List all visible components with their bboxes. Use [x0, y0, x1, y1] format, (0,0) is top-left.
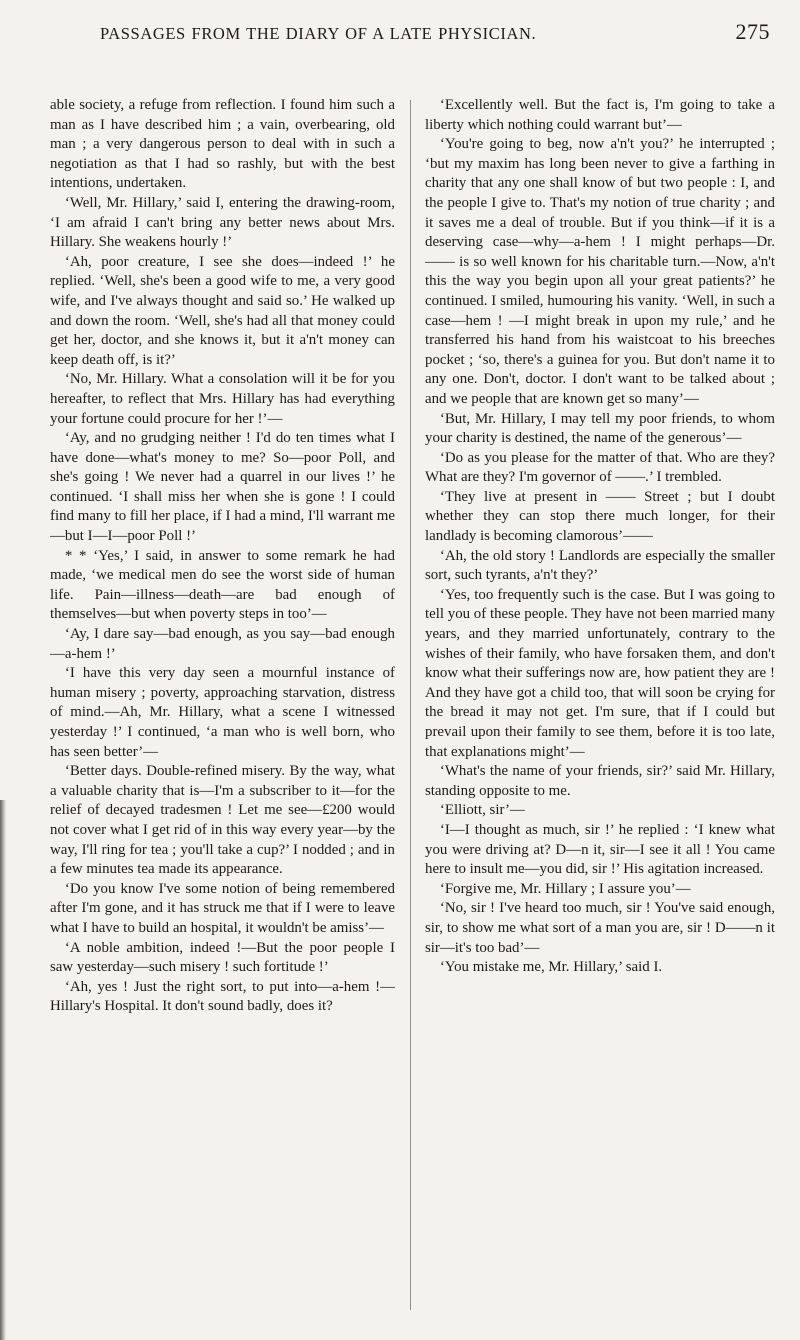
paragraph: ‘Forgive me, Mr. Hillary ; I assure you’—	[439, 880, 691, 897]
page-number: 275	[735, 19, 770, 44]
paragraph: ‘Well, Mr. Hillary,’ said I, entering the drawing-room, ‘I am afraid I can't bring any better news about Mrs. Hillary. She weakens hourly !’	[50, 194, 395, 251]
paragraph: ‘Better days. Double-refined misery. By the way, what a valuable charity that is—I'm a subscriber to it—for the relief of decayed tradesmen ! Let me see—£200 would not cover what I get rid of in this way every year—by the way, I'll ring for tea ; you'll take a cup?’ I nodded ; and in a few minutes tea made its appearance.	[50, 763, 395, 878]
paragraph: ‘I have this very day seen a mournful instance of human misery ; poverty, approaching starvation, distress of mind.—Ah, Mr. Hillary, what a scene I witnessed yesterday !’ I continued, ‘a man who is well born, who has seen better’—	[50, 665, 395, 760]
right-column	[425, 96, 775, 1316]
binding-shadow	[0, 800, 6, 1340]
paragraph: ‘I—I thought as much, sir !’ he replied : ‘I knew what you were driving at? D—n it, sir—I see it all ! You came here to insult me—you did, sir !’ His agitation increased.	[425, 821, 775, 878]
paragraph: ‘What's the name of your friends, sir?’ said Mr. Hillary, standing opposite to me.	[425, 763, 775, 799]
paragraph: ‘Elliott, sir’—	[439, 802, 525, 819]
column-divider	[410, 100, 411, 1310]
paragraph: able society, a refuge from reflection. I found him such a man as I have described him ; a vain, overbearing, old man ; a very dangerous person to deal with in such a negotiation as that I had so rashly, but with the best intentions, undertaken.	[50, 97, 395, 192]
paragraph: ‘No, Mr. Hillary. What a consolation will it be for you hereafter, to reflect that Mrs. Hillary has had everything your fortune could procure for her !’—	[50, 371, 395, 427]
paragraph: ‘Ay, and no grudging neither ! I'd do ten times what I have done—what's money to me? So—poor Poll, and she's going ! We never had a quarrel in our lives !’ he continued. ‘I shall miss her when she is gone ! I could find many to fill her place, if I had a mind, I'll warrant me—but I—I—poor Poll !’	[50, 430, 395, 545]
paragraph: * * ‘Yes,’ I said, in answer to some remark he had made, ‘we medical men do see the worst side of human life. Pain—illness—death—are bad enough of themselves—but when poverty steps in too’—	[50, 547, 395, 623]
left-column	[50, 96, 395, 1316]
running-head: PASSAGES FROM THE DIARY OF A LATE PHYSICIAN.	[100, 24, 537, 43]
paragraph: ‘A noble ambition, indeed !—But the poor people I saw yesterday—such misery ! such fortitude !’	[50, 939, 395, 976]
paragraph: ‘Ah, the old story ! Landlords are especially the smaller sort, such tyrants, a'n't they?’	[425, 547, 775, 584]
paragraph: ‘Yes, too frequently such is the case. But I was going to tell you of these people. They have not been married many years, and they married unfortunately, contrary to the wishes of their family, who have forsaken them, and don't know what their sufferings now are, how patient they are ! And they have got a child too, that will soon be crying for the bread it may not get. I'm sure, that if I could but prevail upon their family to see them, before it is too late, that explanations might’—	[425, 586, 775, 760]
paragraph: ‘No, sir ! I've heard too much, sir ! You've said enough, sir, to show me what sort of a man you are, sir ! D——n it sir—it's too bad’—	[425, 900, 775, 956]
paragraph: ‘You're going to beg, now a'n't you?’ he interrupted ; ‘but my maxim has long been never to give a farthing in charity that any one shall know of but two people : I, and the people I give to. That's my notion of true charity ; and it saves me a deal of trouble. But if you think—if it is a deserving case—why—a-hem ! I might perhaps—Dr. —— is so well known for his charitable turn.—Now, a'n't this the way you begin upon all your great patients?’ he continued. I smiled, humouring his vanity. ‘Well, in such a case—hem ! —I might break in upon my rule,’ and he transferred his hand from his waistcoat to his breeches pocket ; ‘so, there's a guinea for you. But don't name it to any one. Don't, doctor. I don't want to be talked about ; and we people that are known get so many’—	[425, 136, 775, 407]
paragraph: ‘Ah, yes ! Just the right sort, to put into—a-hem !—Hillary's Hospital. It don't sound badly, does it?	[50, 978, 395, 1015]
paragraph: ‘Do as you please for the matter of that. Who are they? What are they? I'm governor of ——.’ I trembled.	[425, 449, 775, 486]
paragraph: ‘But, Mr. Hillary, I may tell my poor friends, to whom your charity is destined, the name of the generous’—	[425, 410, 775, 447]
paragraph: ‘They live at present in —— Street ; but I doubt whether they can stop there much longer, for their landlady is becoming clamorous’——	[425, 488, 775, 545]
paragraph: ‘Excellently well. But the fact is, I'm going to take a liberty which nothing could warrant but’—	[425, 97, 775, 133]
paragraph: ‘Do you know I've some notion of being remembered after I'm gone, and it has struck me that if I were to leave what I have to build an hospital, it wouldn't be amiss’—	[50, 880, 395, 936]
page-header	[0, 16, 800, 56]
paragraph: ‘You mistake me, Mr. Hillary,’ said I.	[439, 959, 663, 976]
paragraph: ‘Ah, poor creature, I see she does—indeed !’ he replied. ‘Well, she's been a good wife to me, a very good wife, and I've always thought and said so.’ He walked up and down the room. ‘Well, she's had all that money could get her, doctor, and she knows it, but it a'n't money can keep death off, is it?’	[50, 253, 395, 368]
paragraph: ‘Ay, I dare say—bad enough, as you say—bad enough—a-hem !’	[50, 626, 395, 662]
